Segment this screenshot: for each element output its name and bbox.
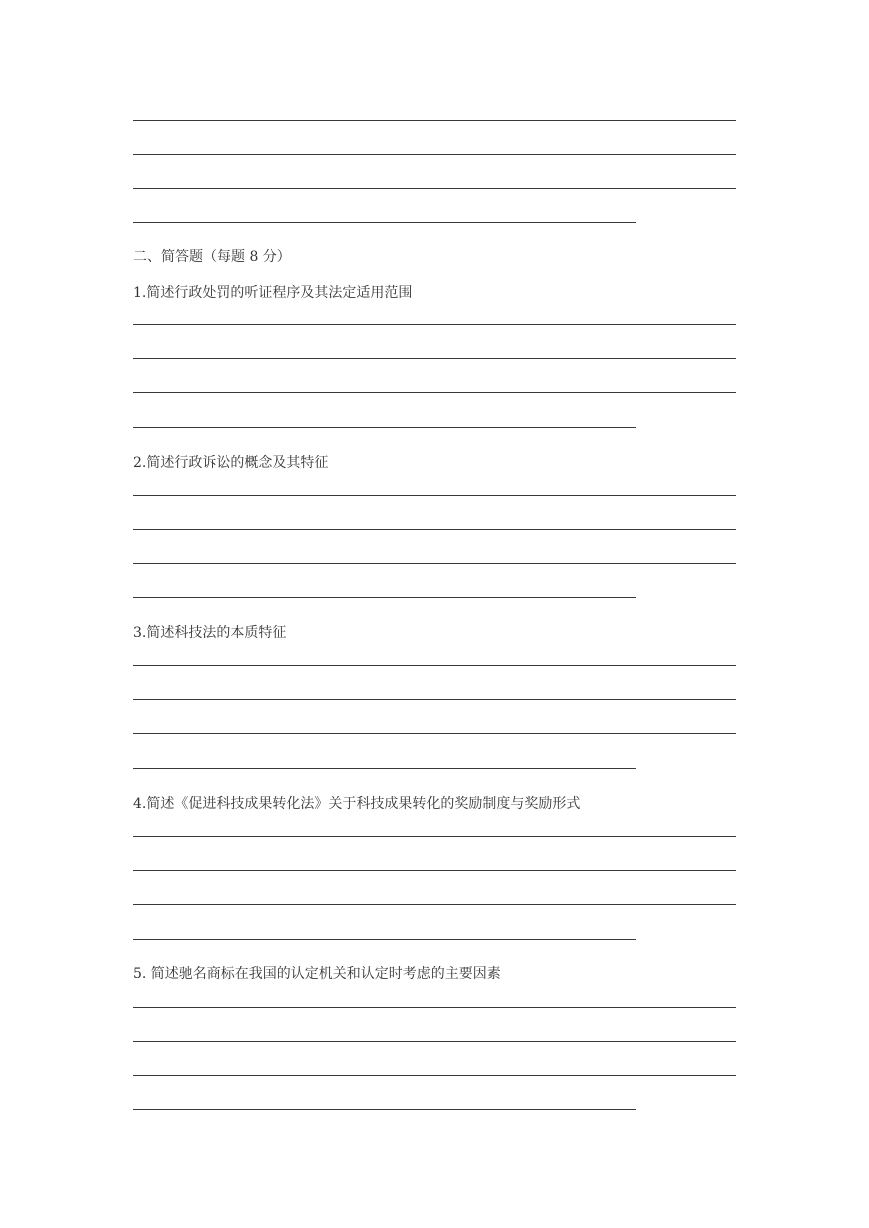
- question-3: 3.简述科技法的本质特征: [133, 625, 287, 641]
- answer-line: [133, 1075, 736, 1076]
- answer-line: [133, 768, 636, 769]
- question-2: 2.简述行政诉讼的概念及其特征: [133, 455, 329, 471]
- answer-line: [133, 1041, 736, 1042]
- answer-line: [133, 324, 736, 325]
- answer-line: [133, 154, 736, 155]
- question-4: 4.简述《促进科技成果转化法》关于科技成果转化的奖励制度与奖励形式: [133, 796, 581, 812]
- answer-line: [133, 495, 736, 496]
- answer-line: [133, 1109, 636, 1110]
- answer-line: [133, 904, 736, 905]
- question-1: 1.简述行政处罚的听证程序及其法定适用范围: [133, 285, 413, 301]
- answer-line: [133, 597, 636, 598]
- answer-line: [133, 188, 736, 189]
- answer-line: [133, 939, 636, 940]
- answer-line: [133, 529, 736, 530]
- answer-line: [133, 222, 636, 223]
- answer-line: [133, 836, 736, 837]
- section-heading: 二、简答题（每题 8 分）: [133, 249, 291, 265]
- answer-line: [133, 392, 736, 393]
- answer-line: [133, 665, 736, 666]
- answer-line: [133, 427, 636, 428]
- answer-line: [133, 1007, 736, 1008]
- answer-line: [133, 733, 736, 734]
- answer-line: [133, 120, 736, 121]
- answer-line: [133, 699, 736, 700]
- answer-line: [133, 563, 736, 564]
- answer-line: [133, 358, 736, 359]
- question-5: 5. 简述驰名商标在我国的认定机关和认定时考虑的主要因素: [133, 966, 501, 982]
- answer-line: [133, 870, 736, 871]
